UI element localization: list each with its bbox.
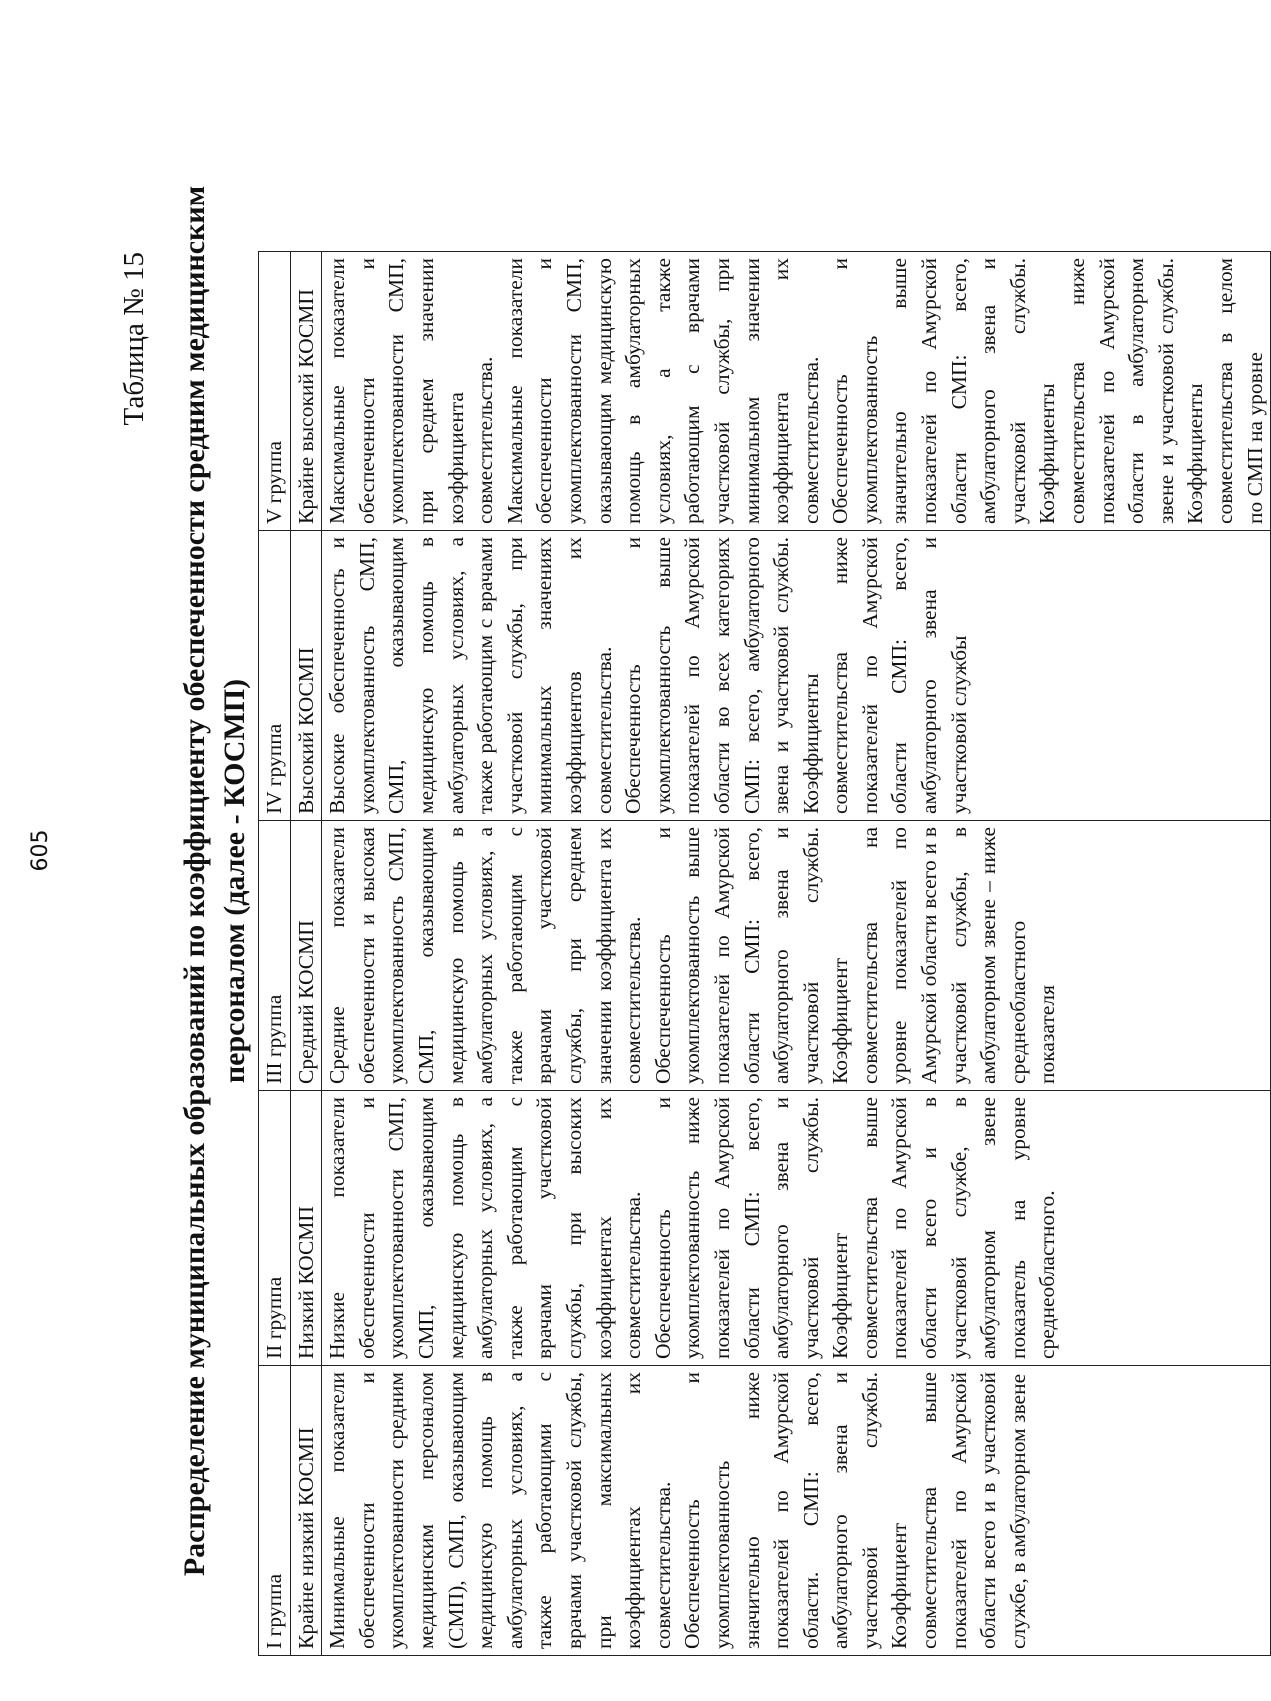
level-header-cell: Средний КОСМП [290,821,322,1091]
table-title-line-2: персоналом (далее - КОСМП) [218,678,251,1084]
description-cell: Высокие обеспеченность и укомплектованность СМП, СМП, оказывающим медицинскую помощь в амбулаторных условиях, а также работающим с врачами участковой службы, при минимальных значениях коэффициентов их совместительства. Обеспеченность и укомплектованность выше показателей по Амурской области во всех категориях СМП: всего, амбулаторного звена и участковой службы. Коэффициенты совместительства ниже показателей по Амурской области СМП: всего, амбулаторного звена и участковой службы [322,531,1271,821]
group-header-cell: I группа [259,1366,291,1656]
description-row [322,252,1271,1656]
group-header-cell: III группа [259,821,291,1091]
level-header-cell: Крайне высокий КОСМП [290,252,322,531]
table-title-line-1: Распределение муниципальных образований по коэффициенту обеспеченности средним медицинским [178,185,211,1577]
group-header-row [259,252,291,1656]
level-header-row [290,252,322,1656]
table-number: Таблица № 15 [118,252,150,426]
table-title [175,151,255,1611]
group-header-cell: IV группа [259,531,291,821]
level-header-cell: Крайне низкий КОСМП [290,1366,322,1656]
page-number: 605 [28,829,53,872]
description-cell: Минимальные показатели обеспеченности и укомплектованности средним медицинским персоналом (СМП), СМП, оказывающим медицинскую помощь в амбулаторных условиях, а также работающими с врачами участковой службы, при максимальных коэффициентах их совместительства. Обеспеченность и укомплектованность значительно ниже показателей по Амурской области. СМП: всего, амбулаторного звена и участковой службы. Коэффициент совместительства выше показателей по Амурской области всего и в участковой службе, в амбулаторном звене [322,1366,1271,1656]
description-cell: Максимальные показатели обеспеченности и укомплектованности СМП, при среднем значении коэффициента совместительства. Максимальные показатели обеспеченности и укомплектованности СМП, оказывающим медицинскую помощь в амбулаторных условиях, а также работающим с врачами участковой службы, при минимальном значении коэффициента их совместительства. Обеспеченность и укомплектованность значительно выше показателей по Амурской области СМП: всего, амбулаторного звена и участковой службы. Коэффициенты совместительства ниже показателей по Амурской области в амбулаторном звене и участковой службы. Коэффициенты совместительства в целом по СМП на уровне [322,252,1271,531]
group-header-cell: V группа [259,252,291,531]
description-cell: Низкие показатели обеспеченности и укомплектованности СМП, СМП, оказывающим медицинскую помощь в амбулаторных условиях, а также работающим с врачами участковой службы, при высоких коэффициентах их совместительства. Обеспеченность и укомплектованность ниже показателей по Амурской области СМП: всего, амбулаторного звена и участковой службы. Коэффициент совместительства выше показателей по Амурской области всего и в участковой службе, в амбулаторном звене показатель на уровне среднеобластного. [322,1091,1271,1366]
group-header-cell: II группа [259,1091,291,1366]
level-header-cell: Низкий КОСМП [290,1091,322,1366]
description-cell: Средние показатели обеспеченности и высокая укомплектованность СМП, СМП, оказывающим медицинскую помощь в амбулаторных условиях, а также работающим с врачами участковой службы, при среднем значении коэффициента их совместительства. Обеспеченность и укомплектованность выше показателей по Амурской области СМП: всего, амбулаторного звена и участковой службы. Коэффициент совместительства на уровне показателей по Амурской области всего и в участковой службы, в амбулаторном звене – ниже среднеобластного показателя [322,821,1271,1091]
level-header-cell: Высокий КОСМП [290,531,322,821]
kosmp-table [258,251,1271,1656]
